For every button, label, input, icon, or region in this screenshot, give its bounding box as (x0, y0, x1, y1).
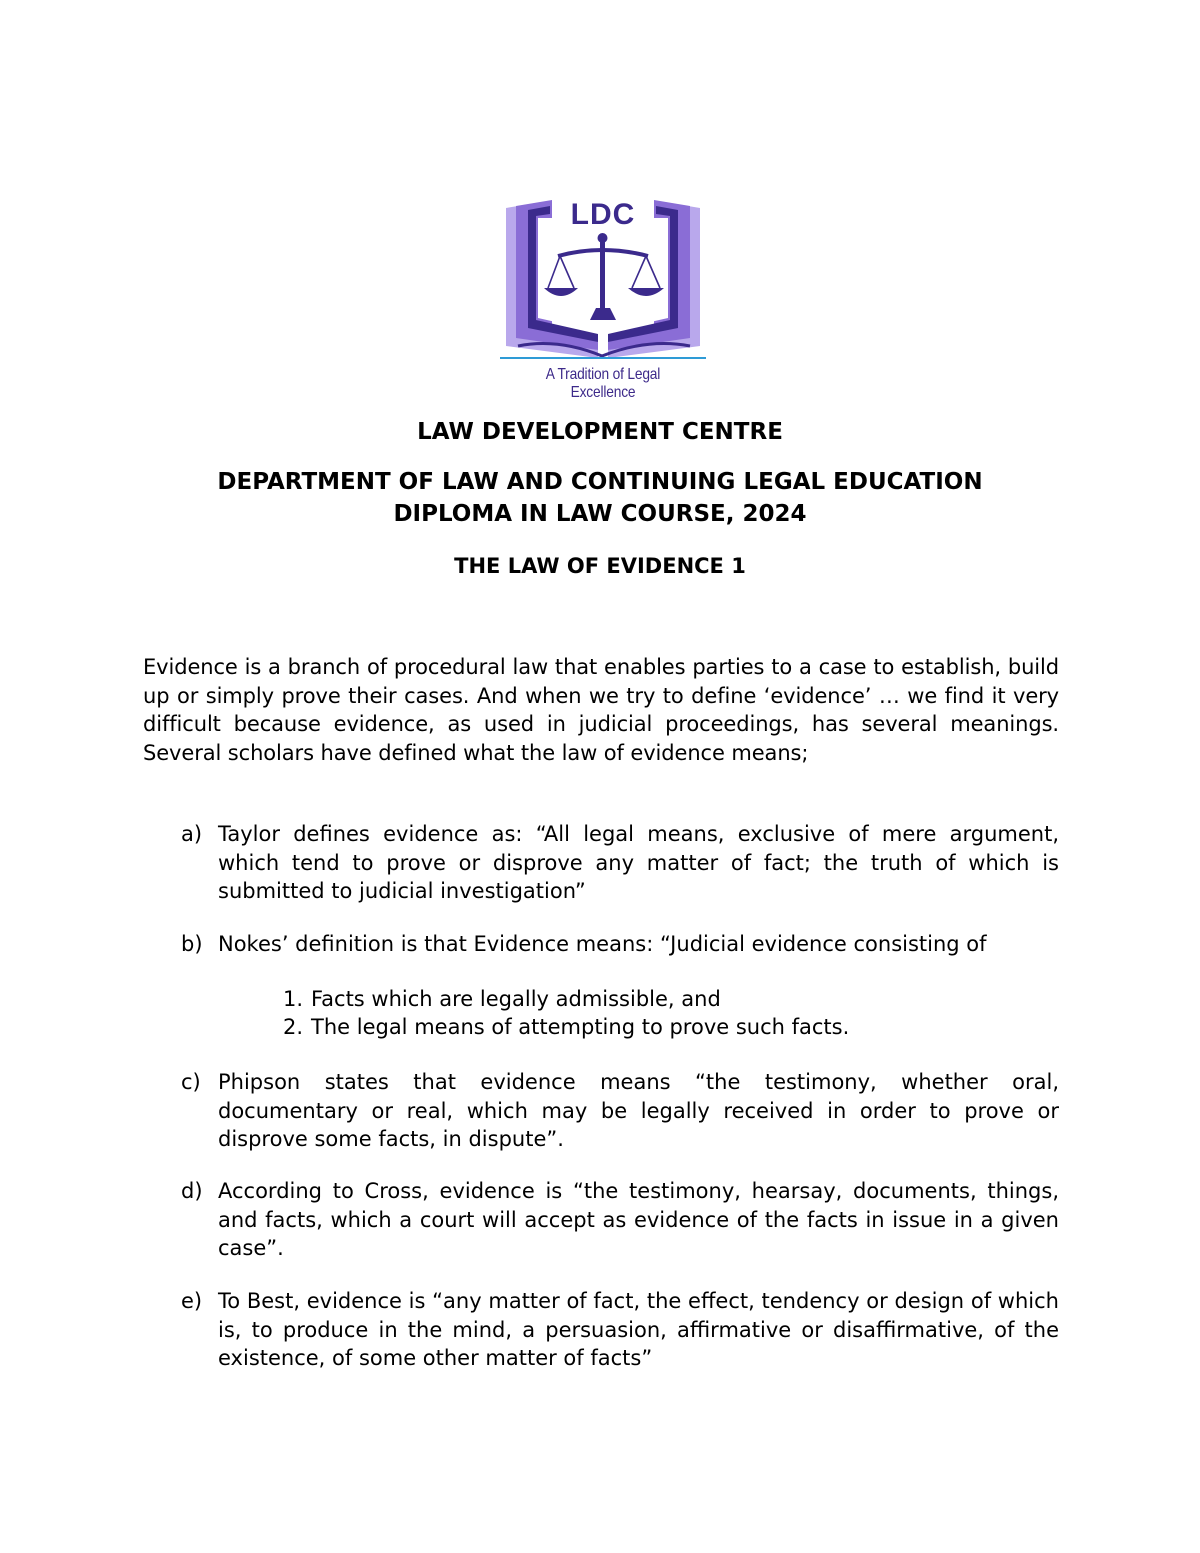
organization-name: LAW DEVELOPMENT CENTRE (417, 419, 783, 445)
sub-list-item (283, 985, 983, 1014)
list-item-text: To Best, evidence is “any matter of fact, the effect, tendency or design of which is, to produce in the mind, a persuasion, affirmative or disaffirmative, of the existence, of some other matter of facts” (218, 1289, 1059, 1370)
sub-list-item (283, 1013, 983, 1042)
scales-of-justice-book-icon (498, 196, 708, 366)
course-name: DIPLOMA IN LAW COURSE, 2024 (393, 501, 807, 527)
list-marker: a) (181, 822, 203, 846)
intro-paragraph: Evidence is a branch of procedural law that enables parties to a case to establish, build up or simply prove their cases. And when we try to define ‘evidence’ … we find it very difficult because evidence, as used in judicial proceedings, has several meanings. Several scholars have defined what the law of evidence means; (143, 655, 1059, 765)
list-item (181, 1287, 1059, 1373)
list-item-text: Nokes’ definition is that Evidence means: “Judicial evidence consisting of (218, 932, 987, 956)
list-item (181, 930, 1059, 959)
list-item-text: Phipson states that evidence means “the testimony, whether oral, documentary or real, which may be legally received in order to prove or disprove some facts, in dispute”. (218, 1070, 1059, 1151)
list-marker: d) (181, 1179, 203, 1203)
list-item-text: According to Cross, evidence is “the testimony, hearsay, documents, things, and facts, which a court will accept as evidence of the facts in issue in a given case”. (218, 1179, 1059, 1260)
sub-list-text: The legal means of attempting to prove such facts. (311, 1015, 850, 1039)
list-item (181, 820, 1059, 906)
sub-list-number: 1. (283, 987, 304, 1011)
list-item (181, 1177, 1059, 1263)
logo-tagline: A Tradition of Legal Excellence (545, 366, 661, 401)
sub-list-number: 2. (283, 1015, 304, 1039)
ldc-logo (498, 196, 708, 401)
document-title: THE LAW OF EVIDENCE 1 (454, 554, 746, 578)
list-item (181, 1068, 1059, 1154)
list-marker: b) (181, 932, 203, 956)
list-marker: c) (181, 1070, 201, 1094)
list-marker: e) (181, 1289, 203, 1313)
list-item-text: Taylor defines evidence as: “All legal means, exclusive of mere argument, which tend to prove or disprove any matter of fact; the truth of which is submitted to judicial investigation” (218, 822, 1059, 903)
sub-list-text: Facts which are legally admissible, and (311, 987, 721, 1011)
department-name: DEPARTMENT OF LAW AND CONTINUING LEGAL EDUCATION (217, 469, 983, 495)
svg-text:LDC: LDC (570, 198, 636, 231)
